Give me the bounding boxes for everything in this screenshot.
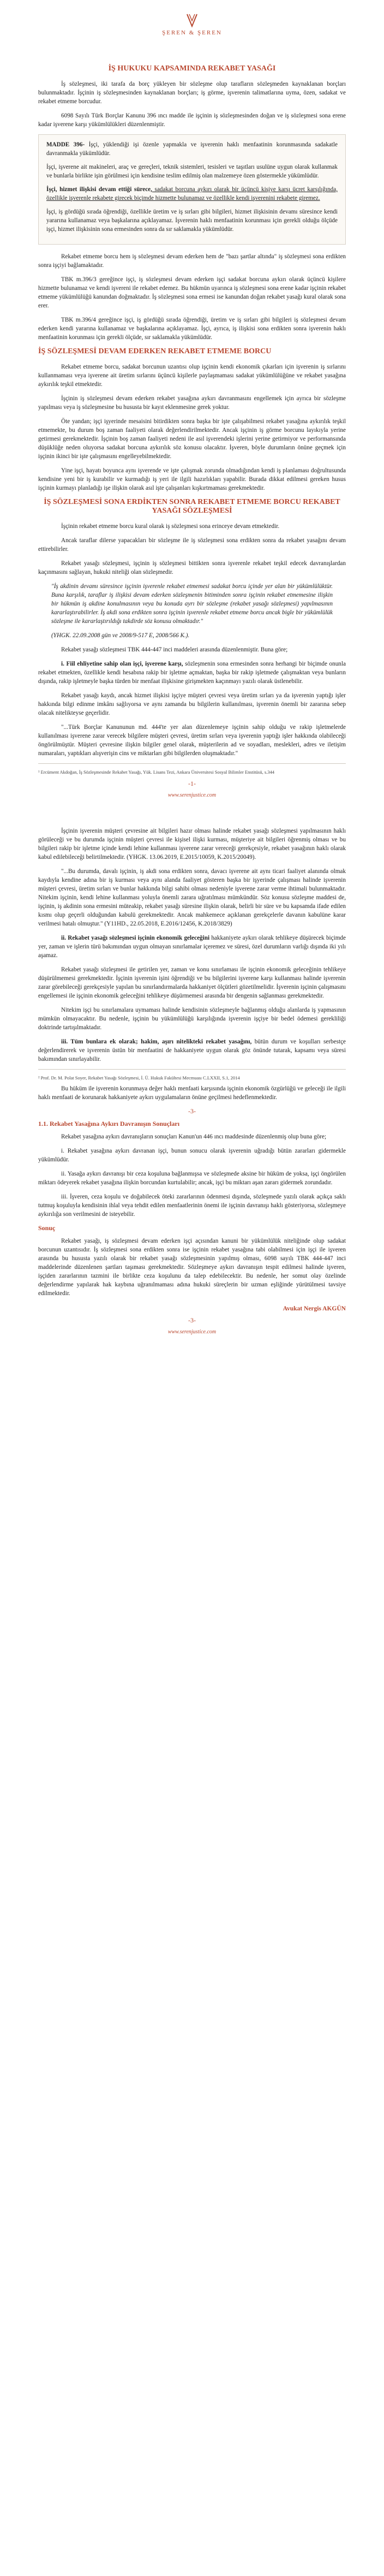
subsection-heading: 1.1. Rekabet Yasağına Aykırı Davranışın Sonuçları — [38, 1120, 180, 1127]
paragraph: Rekabet yasağı sözleşmesi TBK 444-447 inci maddeleri arasında düzenlenmiştir. Buna göre; — [61, 646, 288, 653]
law-article-box — [38, 134, 346, 245]
paragraph: İşçinin rekabet etmeme borcu kural olarak iş sözleşmesi sona erinceye devam etmektedir. — [61, 523, 280, 530]
law-article-paragraph: İşçi, işverene ait makineleri, araç ve gereçleri, teknik sistemleri, tesisleri ve taşıtları usulüne uygun olarak kullanmak ve bunlarla birlikte işin görülmesi için kendisine teslim edilmiş olan malzemeye özen göstermekle yükümlüdür. — [46, 164, 338, 179]
header — [0, 0, 384, 66]
page-1-content — [38, 59, 346, 1339]
item-lead: iii. Tüm bunlara ek olarak; hakim, aşırı nitelikteki rekabet yasağını, — [61, 1038, 252, 1045]
paragraph: Rekabet etmeme borcu hem iş sözleşmesi devam ederken hem de "bazı şartlar altında" iş sözleşmesi sona erdikten sonra işçiyi bağlamaktadır. — [38, 253, 346, 269]
page-number: -3- — [188, 1107, 196, 1115]
article-underlined: sadakat borcuna aykırı olarak bir üçüncü kişiye karşı ücret karşılığında, özellikle işverenle rekabete girecek biçimde hizmette bulunamaz ve özellikle kendi işverenini rekabete giremez. — [46, 186, 338, 201]
divider — [38, 1069, 346, 1070]
paragraph: "...Bu durumda, davalı işçinin, iş akdi sona erdikten sonra, davacı işverene ait aynı ticari faaliyet alanında olmak kaydıyla kendine adına bir iş kurması veya aynı alanda faaliyet gösteren başka bir işyerinde çalışması halinde işverenin müşteri çevresi, üretim sırları ve bunlar hakkında bilgi sahibi olması nedeniyle işverene zarar verme ihtimali bulunmaktadır. Nitekim işçinin, kendi lehine kullanması yoluyla önemli zarara uğratılması mümkündür. Söz konusu sözleşme maddesi de, işçinin, iş akdinin sona ermesini müteakip, rekabet yasağı süresine ilişkin olarak, belirli bir süre ve bu kapsamda ifade edilen kısmı olup geçerli olduğundan kabulü gerekmektedir. Ancak mahkemece açıklanan gerekçelerle davanın kabulüne karar verilmesi hatalı olmuştur." (Y11HD., 22.05.2018, E.2016/12456, K.2018/3829) — [38, 868, 346, 927]
page-number: -1- — [188, 780, 196, 787]
page-number: -3- — [188, 1316, 196, 1324]
conclusion-paragraph: Rekabet yasağı, iş sözleşmesi devam ederken işçi açısından kanuni bir yükümlülük niteliğinde olup sadakat borcunun uzantısıdır. İş sözleşmesi sona erdikten sonra ise işçinin rekabet yasağına tabi olabilmesi için işçi ile işveren arasında bu hususta yazılı olarak bir rekabet yasağı sözleşmesinin yapılmış olması, 6098 sayılı TBK 444-447 inci maddelerinde düzenlenen şartları taşıması gerekmektedir. Sözleşmeye aykırı davranışın tespit edilmesi halinde işveren, işçiden zararlarının tazmini ile birlikte ceza koşulunu da talep edebilecektir. Bu nedenle, her somut olay özelinde değerlendirme yapılarak hak kaybına uğranılmaması adına hukuki süreçlerin bir uzman eşliğinde yürütülmesi tavsiye edilmektedir. — [38, 1238, 346, 1297]
article-emphasis: İşçi, hizmet ilişkisi devam ettiği sürece, — [46, 186, 152, 193]
item-text: bütün durum ve koşulları serbestçe değerlendirerek ve işverenin üstün bir menfaatini de hakkaniyete uygun olarak göz önünde tutarak, kapsamı veya süresi bakımından sınırlayabilir. — [38, 1038, 346, 1063]
court-quote: "İş akdinin devamı süresince işçinin işverenle rekabet etmemesi sadakat borcu içinde yer alan bir yükümlülüktür. Buna karşılık, taraflar iş ilişkisi devam ederken sözleşmenin bitiminden sonra işçinin rekabet etmemesine ilişkin bir hükmün iş akdine konulmasının veya bu konuda ayrı bir sözleşme (rekabet yasağı sözleşmesi) yapılmasının kararlaştırabilirler. İş akdi sona erdikten sonra işçinin işverenle rekabet etmeme borcu ancak bigle bir yükümlülük sözleşme ile kararlaştırıldığı takdirde söz konusu olmaktadır." — [51, 583, 333, 625]
paragraph: TBK m.396/4 gereğince işçi, iş gördüğü sırada öğrendiği, üretim ve iş sırları gibi bilgileri iş sözleşmesi devam ederken kendi yararına kullanamaz ve başkalarına açıklayamaz. İşçi, ayrıca, iş ilişkisi sona erdikten sonra işverenin haklı menfaatinin korunması için gerekli ölçüde, sır saklamakla yükümlüdür. — [38, 317, 346, 341]
firm-logo — [184, 12, 200, 28]
page-gap — [38, 803, 346, 827]
paragraph — [38, 1037, 346, 1064]
paragraph: 6098 Sayılı Türk Borçlar Kanunu 396 ıncı madde ile işçinin iş sözleşmesinden doğan ve iş sözleşmesi sona erene kadar işverene karşı yükümlülükleri düzenlenmiştir. — [38, 112, 346, 128]
divider — [38, 763, 346, 764]
court-quote-reference: (YHGK. 22.09.2008 gün ve 2008/9-517 E, 2008/566 K.). — [51, 632, 190, 639]
document-title: İŞ HUKUKU KAPSAMINDA REKABET YASAĞI — [108, 64, 276, 73]
paragraph — [38, 934, 346, 960]
article-text: İşçi, yüklendiği işi özenle yapmakla ve işverenin haklı menfaatinin korunmasında sadakatle davranmakla yükümlüdür. — [46, 141, 338, 157]
website-link[interactable]: www.serenjustice.com — [167, 1329, 217, 1335]
paragraph: İş sözleşmesi, iki tarafa da borç yükleyen bir sözleşme olup tarafların sözleşmeden kaynaklanan borçları bulunmaktadır. İşçinin iş sözleşmesinden kaynaklanan borçları; iş görme, işverenin talimatlarına uyma, özen, sadakat ve rekabet etmeme borcudur. — [38, 81, 346, 105]
paragraph: Yine işçi, hayatı boyunca aynı işverende ve işte çalışmak zorunda olmadığından kendi iş planlaması doğrultusunda kendisine yeni bir iş kurabilir ve kurmadığı iş yeri ile ilgili hazırlıkları yapabilir. Burada dikkat edilmesi gereken husus işçinin kurmayı planladığı işe ilişkin olarak asıl işte çalışanları kışkırtmaması gerekmektedir. — [38, 467, 346, 491]
paragraph: İşçinin işverenin müşteri çevresine ait bilgileri hazır olması halinde rekabet yasağı sözleşmesi yapılmasının haklı görüleceği ve bu durumda işçinin müşteri çevresi ile kişisel ilişki kurması, müşteriye ait bilgileri öğrenmiş olması ve bu bilgileri rakip bir işletme içinde kendi lehine kullanması işverene zarar vereceği gerekçesiyle, rekabet yasağının haklı olarak kabul edilebileceği belirtilmektedir. (YHGK. 13.06.2019, E.2015/10059, K.2015/20049). — [38, 828, 346, 860]
paragraph — [38, 660, 346, 686]
item-text: sözleşmenin sona ermesinden sonra herhangi bir biçimde onunla rekabet etmekten, özellikle kendi hesabına rakip bir işletme açmaktan, başka bir rakip işletmede çalışmaktan veya bunların dışında, rakip işletmeyle başka türden bir menfaat ilişkisine girişmekten kaçınmayı yazılı olarak üstlenebilir. — [38, 661, 346, 685]
paragraph: "...Türk Borçlar Kanununun md. 444'te yer alan düzenlemeye işçinin sahip olduğu ve rakip işletmelerde kullanılması işverene zarar verecek bilgilere müşteri çevresi, üretim sırları veya işverenin yaptığı işler hakkında olabileceği öngörülmüştür. Müşteri çevresine ilişkin bilgiler genel olarak, müşterilerin ad ve soyadları, meslekleri, adres ve iletişim numaraları, yaptıkları alışverişin cins ve miktarları gibi bilgilerden oluşmaktadır." — [38, 724, 346, 757]
law-article-paragraph — [46, 140, 338, 158]
paragraph: Rekabet yasağına aykırı davranışların sonuçları Kanun'un 446 ıncı maddesinde düzenlenmiş olup buna göre; — [61, 1133, 327, 1140]
paragraph: Bu hüküm ile işverenin korunmaya değer haklı menfaati karşısında işçinin ekonomik özgürlüğü ve geleceği ile ilgili haklı menfaati de korunarak hakkaniyete aykırı uygulamaların önüne geçilmesi hedeflenmektedir. — [38, 1085, 346, 1101]
author-signature: Avukat Nergis AKGÜN — [283, 1305, 346, 1312]
conclusion-heading: Sonuç — [38, 1224, 56, 1232]
brand-name: ŞEREN & ŞEREN — [162, 29, 222, 36]
paragraph: İşçinin iş sözleşmesi devam ederken rekabet yasağına aykırı davranmasını engellemek için ayrıca bir sözleşme yapılması veya iş sözleşmesine bu hususta bir kayıt eklenmesine gerek yoktur. — [38, 395, 346, 411]
paragraph: Öte yandan; işçi işyerinde mesaisini bitirdikten sonra başka bir işte çalışabilmesi rekabet yasağına aykırılık teşkil etmemekte, bu durum boş zaman faaliyeti olarak değerlendirilmektedir. Ancak işçinin iş görme borcunu layıkıyla yerine getirmesi gerekmektedir. İşçinin boş zaman faaliyeti nedeni ile asıl işverendeki işlerini yerine getirmiyor ve performansında düşüklüğe neden oluyorsa sadakat borcuna aykırılık söz konusu olacaktır. İşveren, böyle durumların önüne geçmek için işçinin ikinci bir işte çalışmasını engelleyebilmektedir. — [38, 418, 346, 460]
law-article-paragraph — [46, 185, 338, 203]
paragraph: Ancak taraflar dilerse yapacakları bir sözleşme ile iş sözleşmesi sona erdikten sonra da rekabet yasağını devam ettirebilirler. — [38, 537, 346, 553]
item-text: hakkaniyete aykırı olarak tehlikeye düşürecek biçimde yer, zaman ve işlerin türü bakımından uygun olmayan sınırlamalar içeremez ve süresi, özel durumların varlığı dışında iki yılı aşamaz. — [38, 935, 346, 959]
paragraph: TBK m.396/3 gereğince işçi, iş sözleşmesi devam ederken işçi sadakat borcuna aykırı olarak üçüncü kişilere hizmette bulunamaz ve kendi işvereni ile rekabet edemez. Bu hükmün uyarınca iş sözleşmesi sona erene kadar işçinin rekabet etmeme yükümlülüğü kanundan doğmaktadır. İş sözleşmesi sona ermesi ise kanundan doğan rekabet yasağı kural olarak sona erer. — [38, 276, 346, 309]
paragraph: ii. Yasağa aykırı davranışı bir ceza koşuluna bağlanmışsa ve sözleşmede aksine bir hüküm de yoksa, işçi öngörülen miktarı ödeyerek rekabet yasağına ilişkin borcundan kurtulabilir; ancak, işçi bu miktarı aşan zararı gidermek zorundadır. — [38, 1171, 346, 1186]
footnote: ¹ Ercüment Akdoğan, İş Sözleşmesinde Rekabet Yasağı, Yük. Lisans Tezi, Ankara Üniversitesi Sosyal Bilimler Enstitüsü, s.344 — [38, 769, 275, 775]
website-link[interactable]: www.serenjustice.com — [167, 792, 217, 798]
item-lead: i. Fiil ehliyetine sahip olan işçi, işverene karşı, — [61, 661, 183, 667]
footnote: ² Prof. Dr. M. Polat Soyer, Rekabet Yasağı Sözleşmesi, İ. Ü. Hukuk Fakültesi Mecmuası C.LXXII, S.1, 2014 — [38, 1075, 240, 1081]
paragraph: Rekabet yasağı sözleşmesi ile getirilen yer, zaman ve konu sınırlaması ile işçinin ekonomik geleceğinin tehlikeye düşürülmemesi gerekmektedir. İşçinin işverenin işini öğrendiği ve bu bilgilerini işverene karşı kullanması halinde işverenin zarar görebileceği gerekçesiyle yapılan bu sınırlandırmalarda hakkaniyet ölçütleri gözetilmelidir. İşverenin işçinin çalışmasını engellemesi ile işçinin ekonomik geleceğini tehlikeye düşürmemesi arasında bir dengenin sağlanması gerekmektedir. — [38, 966, 346, 999]
section-heading: İŞ SÖZLEŞMESİ SONA ERDİKTEN SONRA REKABET ETMEME BORCU REKABET YASAĞI SÖZLEŞMESİ — [44, 498, 340, 515]
item-lead: ii. Rekabet yasağı sözleşmesi işçinin ekonomik geleceğini — [61, 935, 210, 941]
paragraph: Rekabet etmeme borcu, sadakat borcunun uzantısı olup işçinin kendi ekonomik çıkarları için işverenin iş sırlarını kullanmaması veya işverene ait üretim sırlarını üçüncü kişilerle paylaşmaması sadakat yükümlülüğüne ve rekabet yasağına aykırılık teşkil etmektedir. — [38, 364, 346, 388]
paragraph: Rekabet yasağı sözleşmesi, işçinin iş sözleşmesi bittikten sonra işverenle rekabet teşkil edecek davranışlardan kaçınmasını sağlayan, hukuki niteliği olan sözleşmedir. — [38, 560, 346, 575]
paragraph: Rekabet yasağı kaydı, ancak hizmet ilişkisi işçiye müşteri çevresi veya üretim sırları ya da işverenin yaptığı işler hakkında bilgi edinme imkânı sağlıyorsa ve aynı zamanda bu bilgilerin kullanılması, işverenin önemli bir zararına sebep olacak nitelikteyse geçerlidir. — [38, 692, 346, 716]
paragraph: i. Rekabet yasağına aykırı davranan işçi, bunun sonucu olarak işverenin uğradığı bütün zararları gidermekle yükümlüdür. — [38, 1148, 346, 1163]
article-lead: MADDE 396- — [46, 141, 85, 148]
section-heading: İŞ SÖZLEŞMESİ DEVAM EDERKEN REKABET ETMEME BORCU — [38, 347, 272, 355]
paragraph: Nitekim işçi bu sınırlamalara uymaması halinde kendisinin sözleşmeyle bağlanmış olduğu alanlarda iş yapmasının mümkün olmayacaktır. Bu nedenle, işçinin bu yükümlülüğü karşılığında işverenin işçiye bir bedel ödemesi gerekliliği doktrinde tartışılmaktadır. — [38, 1007, 346, 1031]
law-article-paragraph: İşçi, iş gördüğü sırada öğrendiği, özellikle üretim ve iş sırları gibi bilgileri, hizmet ilişkisinin devamı süresince kendi yararına kullanamaz veya başkalarına açıklayamaz. İşverenin haklı menfaatinin korunması için gerekli olduğu ölçüde işçi, hizmet ilişkisinin sona ermesinden sonra da sır saklamakla yükümlüdür. — [46, 209, 338, 233]
paragraph: iii. İşveren, ceza koşulu ve doğabilecek öteki zararlarının ödenmesi dışında, sözleşmede yazılı olarak açıkça saklı tutmuş koşuluyla kendisinin ihlal veya tehdit edilen menfaatlerinin önemi ile işçinin davranışı haklı gösteriyorsa, sözleşmeye aykırılığa son verilmesini de isteyebilir. — [38, 1194, 346, 1218]
